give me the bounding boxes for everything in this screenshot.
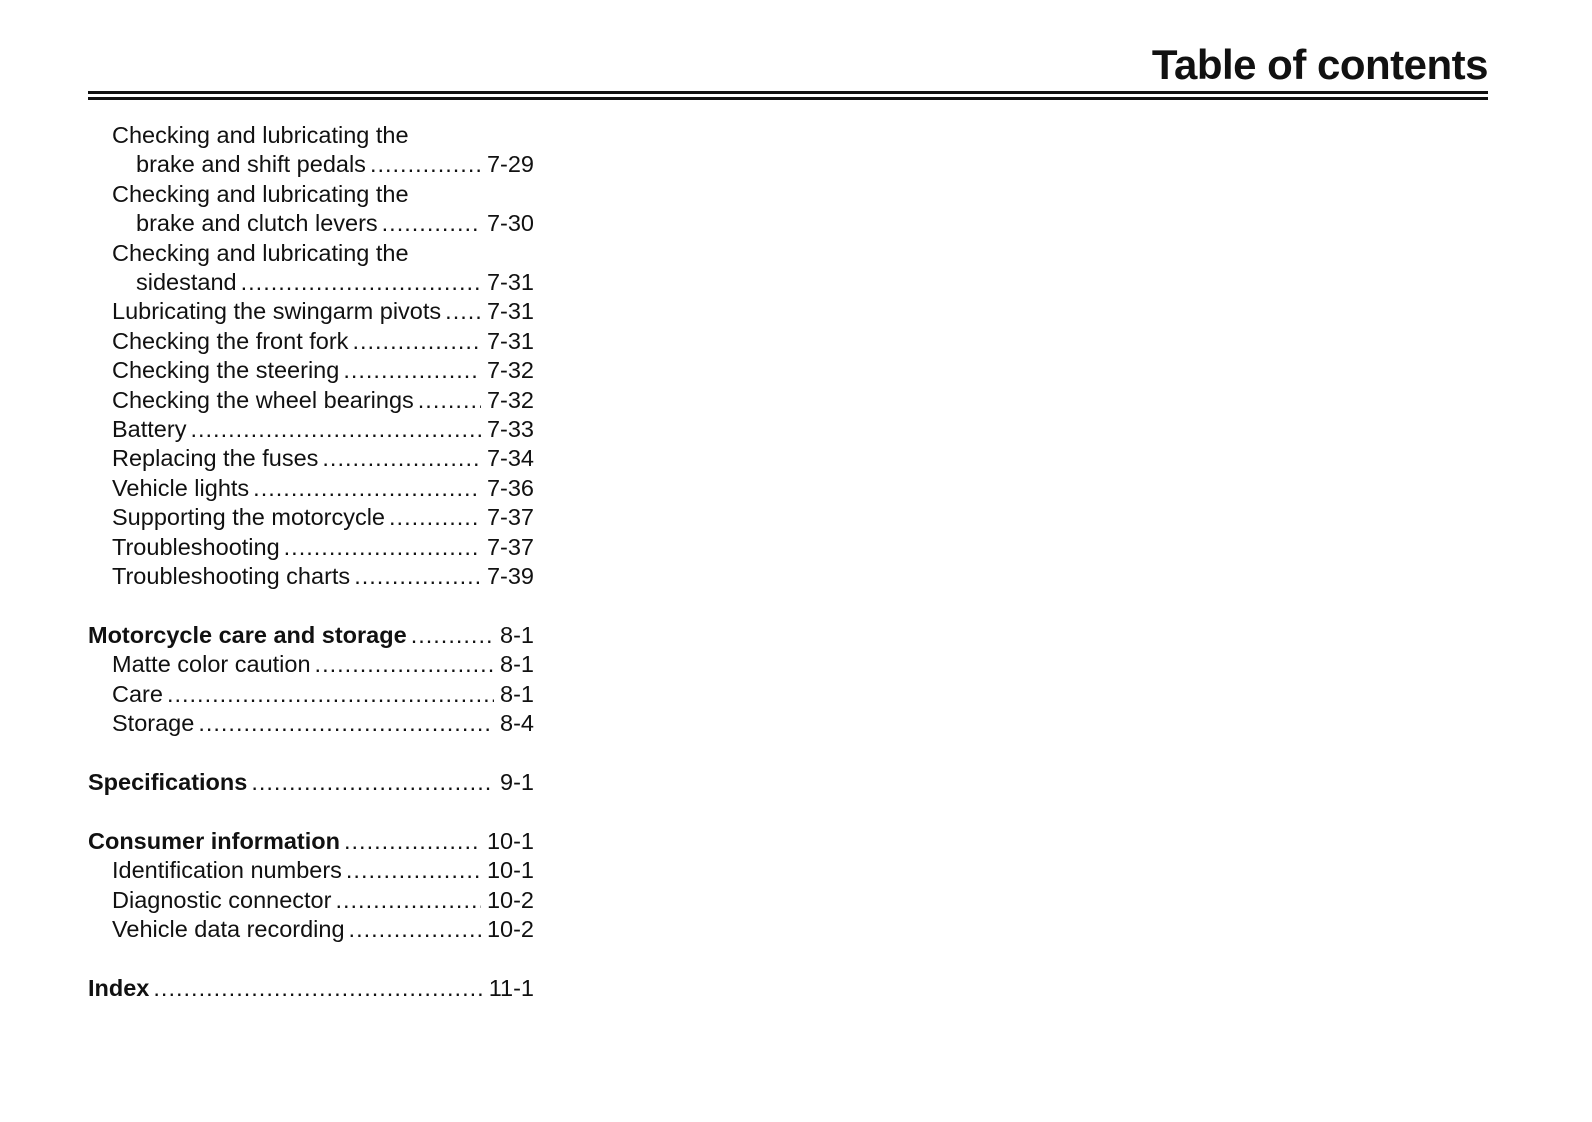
toc-entry-page: 7-29	[486, 151, 534, 178]
leader-dots	[322, 444, 481, 473]
toc-entry-page: 8-1	[500, 651, 534, 678]
toc-entry[interactable]	[88, 356, 534, 385]
toc-entry-label: Checking and lubricating the	[112, 239, 409, 266]
leader-dots	[352, 327, 481, 356]
toc-chapter[interactable]	[88, 621, 534, 650]
toc-chapter-label: Index	[88, 974, 150, 1001]
toc-entry-page: 10-2	[486, 915, 534, 942]
toc-entry[interactable]	[88, 533, 534, 562]
toc-entry-label: Diagnostic connector	[112, 886, 332, 913]
toc-entry-label: Checking and lubricating the	[112, 180, 409, 207]
toc-chapter-label: Consumer information	[88, 827, 340, 854]
toc-entry-label: sidestand	[136, 269, 237, 296]
toc-entry-label: Checking and lubricating the	[112, 122, 409, 148]
leader-dots	[370, 150, 481, 179]
toc-entry-page: 7-34	[486, 445, 534, 472]
toc-entry-page: 7-39	[486, 563, 534, 590]
toc-chapter[interactable]	[88, 827, 534, 856]
toc-entry-label: Supporting the motorcycle	[112, 504, 386, 531]
toc-entry[interactable]	[88, 327, 534, 356]
toc-entry-label: Vehicle lights	[112, 474, 250, 501]
header-rule-bottom	[88, 97, 1488, 100]
leader-dots	[343, 356, 481, 385]
leader-dots	[418, 386, 481, 415]
leader-dots	[349, 915, 481, 944]
toc-entry-page: 7-30	[486, 210, 534, 237]
toc-entry-page: 7-32	[486, 386, 534, 413]
toc-entry[interactable]	[88, 209, 534, 238]
leader-dots	[335, 886, 481, 915]
leader-dots	[198, 709, 494, 738]
toc-chapter-page: 9-1	[500, 768, 534, 795]
leader-dots	[344, 827, 481, 856]
toc-entry-page: 7-33	[486, 416, 534, 443]
leader-dots	[167, 680, 494, 709]
toc-entry-label: Identification numbers	[112, 857, 342, 884]
header-rule-top	[88, 91, 1488, 94]
leader-dots	[382, 209, 481, 238]
toc-entry-label: brake and shift pedals	[136, 151, 366, 178]
toc-entry[interactable]	[88, 709, 534, 738]
toc-chapter[interactable]	[88, 974, 534, 1003]
leader-dots	[354, 562, 481, 591]
toc-entry[interactable]	[88, 415, 534, 444]
toc-entry-page: 8-4	[500, 710, 534, 737]
toc-entry-label: Matte color caution	[112, 651, 311, 678]
leader-dots	[411, 621, 494, 650]
toc-entry-page: 7-32	[486, 357, 534, 384]
toc-entry-label: Troubleshooting	[112, 533, 280, 560]
leader-dots	[153, 974, 482, 1003]
toc-chapter-page: 8-1	[500, 621, 534, 648]
toc-entry-label: Replacing the fuses	[112, 445, 319, 472]
toc-entry[interactable]	[88, 268, 534, 297]
toc-entry-page: 10-1	[486, 857, 534, 884]
toc-entry-label: Care	[112, 680, 163, 707]
toc-list	[88, 121, 534, 1003]
toc-entry-label: brake and clutch levers	[136, 210, 378, 237]
toc-entry-page: 7-37	[486, 504, 534, 531]
toc-entry[interactable]	[88, 150, 534, 179]
toc-entry[interactable]	[88, 856, 534, 885]
leader-dots	[445, 297, 481, 326]
toc-entry[interactable]	[88, 474, 534, 503]
toc-entry-label: Lubricating the swingarm pivots	[112, 298, 442, 325]
leader-dots	[251, 768, 494, 797]
leader-dots	[346, 856, 481, 885]
leader-dots	[315, 650, 494, 679]
toc-entry-page: 7-31	[486, 269, 534, 296]
toc-entry[interactable]	[88, 562, 534, 591]
toc-entry[interactable]	[88, 886, 534, 915]
toc-chapter-label: Motorcycle care and storage	[88, 621, 407, 648]
toc-entry-label: Storage	[112, 710, 195, 737]
leader-dots	[190, 415, 481, 444]
toc-chapter-page: 10-1	[486, 827, 534, 854]
toc-entry-label: Checking the wheel bearings	[112, 386, 414, 413]
toc-entry[interactable]	[88, 650, 534, 679]
leader-dots	[253, 474, 481, 503]
toc-chapter-page: 11-1	[488, 974, 534, 1001]
toc-entry-page: 7-36	[486, 474, 534, 501]
toc-entry-page: 7-31	[486, 298, 534, 325]
toc-entry[interactable]	[88, 444, 534, 473]
toc-chapter-label: Specifications	[88, 768, 248, 795]
leader-dots	[389, 503, 481, 532]
page-title: Table of contents	[1151, 41, 1488, 88]
toc-entry-label: Vehicle data recording	[112, 915, 345, 942]
toc-entry[interactable]	[88, 297, 534, 326]
toc-entry-page: 7-31	[486, 327, 534, 354]
toc-entry-page: 10-2	[486, 886, 534, 913]
toc-chapter[interactable]	[88, 768, 534, 797]
toc-entry[interactable]	[88, 386, 534, 415]
toc-entry[interactable]	[88, 503, 534, 532]
toc-entry-page: 7-37	[486, 533, 534, 560]
toc-entry[interactable]	[88, 680, 534, 709]
toc-entry-label: Checking the front fork	[112, 327, 349, 354]
leader-dots	[284, 533, 481, 562]
toc-entry[interactable]	[88, 915, 534, 944]
toc-entry-label: Battery	[112, 416, 187, 443]
leader-dots	[241, 268, 481, 297]
toc-entry-label: Troubleshooting charts	[112, 563, 351, 590]
toc-entry-page: 8-1	[500, 680, 534, 707]
toc-entry-label: Checking the steering	[112, 357, 340, 384]
